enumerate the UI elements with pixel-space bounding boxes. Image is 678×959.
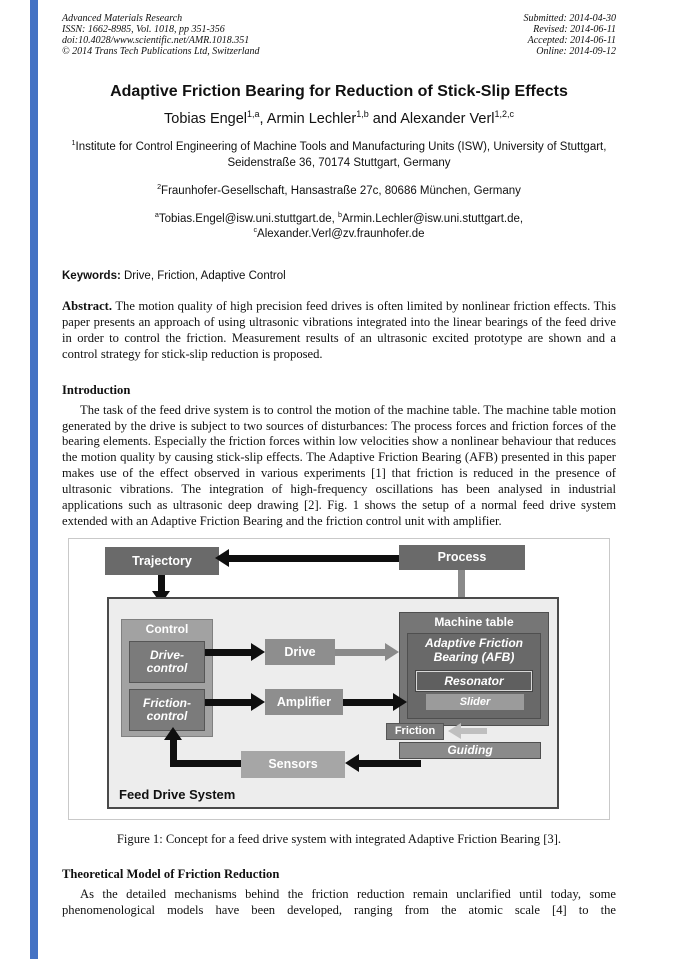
figure-node-sensors: Sensors — [241, 751, 345, 778]
journal-name: Advanced Materials Research — [62, 13, 183, 24]
figure-node-trajectory: Trajectory — [105, 547, 219, 575]
figure-node-friction-control: Friction-control — [129, 689, 205, 731]
keywords-line — [62, 270, 616, 282]
date-online: Online: 2014-09-12 — [536, 46, 616, 57]
section-heading-theory: Theoretical Model of Friction Reduction — [62, 867, 280, 882]
affiliation-sup: 1 — [71, 139, 76, 148]
journal-issn-volume: ISSN: 1662-8985, Vol. 1018, pp 351-356 — [62, 24, 225, 35]
arrowhead-right-icon — [393, 693, 407, 711]
theory-paragraph: As the detailed mechanisms behind the friction reduction remain unclarified until today, some phenomenological models have been developed, ranging from the atomic scale [4] to the — [62, 887, 616, 918]
email-sup: c — [253, 226, 258, 235]
figure-node-process: Process — [399, 545, 525, 570]
date-accepted: Accepted: 2014-06-11 — [527, 35, 616, 46]
arrow-drive-to-machine-table — [335, 649, 387, 656]
authors-line — [62, 111, 616, 127]
arrowhead-left-icon — [448, 723, 461, 739]
affiliation-text: Institute for Control Engineering of Machine Tools and Manufacturing Units (ISW), University of Stuttgart, Seidenstraße 36, 70174 Stuttgart, Germany — [75, 141, 607, 169]
arrow-sensors-feedback-horizontal — [170, 760, 241, 767]
arrowhead-left-icon — [345, 754, 359, 772]
keywords-label: Keywords: — [62, 269, 121, 282]
email-sup: a — [154, 210, 159, 219]
figure-node-control: Control — [121, 619, 213, 737]
author-separator: and — [368, 111, 401, 127]
arrow-guiding-to-sensors — [359, 760, 421, 767]
figure-node-drive: Drive — [265, 639, 335, 665]
section-heading-introduction: Introduction — [62, 382, 131, 397]
abstract-text: The motion quality of high precision feed drives is often limited by nonlinear friction effects. This paper presents an approach of using ultrasonic vibrations integrated into the linear bearings of the feed drive in order to control the friction. Measurement results of an ultrasonic excited prototype are shown and a control strategy for stick-slip reduction is proposed. — [62, 298, 616, 361]
abstract-label: Abstract. — [62, 298, 113, 313]
arrowhead-right-icon — [251, 693, 265, 711]
journal-info — [62, 13, 260, 57]
friction-direction-arrow — [461, 728, 487, 734]
paper-page — [62, 13, 616, 919]
email-text: Tobias.Engel@isw.uni.stuttgart.de, — [158, 212, 339, 225]
arrowhead-right-icon — [385, 643, 399, 661]
page-edge-accent-bar — [30, 0, 38, 959]
date-revised: Revised: 2014-06-11 — [533, 24, 616, 35]
arrow-sensors-feedback-vertical — [170, 737, 177, 767]
paper-title: Adaptive Friction Bearing for Reduction of Stick-Slip Effects — [110, 83, 568, 100]
email-text: Armin.Lechler@isw.uni.stuttgart.de, — [342, 212, 524, 225]
author-emails — [62, 212, 616, 243]
email-text: Alexander.Verl@zv.fraunhofer.de — [257, 228, 425, 241]
introduction-paragraph: The task of the feed drive system is to control the motion of the machine table. The machine table motion generated by the drive is subject to two sources of disturbances: The process forces and friction forces of the bearing elements. Especially the friction forces within low velocities show a nonlinear behaviour that reduces the motion quality by causing stick-slip effects. The Adaptive Friction Bearing (AFB) presented in this paper makes use of the effect observed in various experiments [1] that friction is reduced in the presence of ultrasonic vibrations. The integration of high-frequency oscillations has been analysed in industrial applications such as ultrasonic deep drawing [2]. Fig. 1 shows the setup of a normal feed drive system extended with an Adaptive Friction Bearing and the friction control unit with amplifier. — [62, 402, 616, 529]
affiliation-text: Fraunhofer-Gesellschaft, Hansastraße 27c, 80686 München, Germany — [161, 185, 521, 198]
figure-node-guiding: Guiding — [399, 742, 541, 759]
figure-node-amplifier: Amplifier — [265, 689, 343, 715]
arrowhead-right-icon — [251, 643, 265, 661]
affiliation-2 — [62, 184, 616, 200]
figure-node-friction: Friction — [386, 723, 444, 740]
author-sup: 1,b — [356, 109, 369, 120]
author-sup: 1,2,c — [494, 109, 514, 120]
author-name: Tobias Engel — [164, 111, 248, 127]
figure-node-drive-control: Drive-control — [129, 641, 205, 683]
arrow-friction-control-to-amplifier — [205, 699, 253, 706]
journal-doi: doi:10.4028/www.scientific.net/AMR.1018.351 — [62, 35, 250, 46]
figure-node-feed-drive-system-label: Feed Drive System — [119, 787, 236, 803]
journal-copyright: © 2014 Trans Tech Publications Ltd, Switzerland — [62, 46, 260, 57]
figure-node-machine-table: Machine table — [399, 612, 549, 726]
figure-node-resonator: Resonator — [416, 671, 532, 691]
abstract — [62, 299, 616, 363]
author-separator: , — [259, 111, 267, 127]
arrowhead-up-icon — [164, 727, 182, 740]
arrow-amplifier-to-afb — [343, 699, 395, 706]
date-submitted: Submitted: 2014-04-30 — [523, 13, 616, 24]
affiliation-sup: 2 — [157, 183, 162, 192]
arrowhead-left-icon — [215, 549, 229, 567]
arrow-process-to-trajectory — [229, 555, 399, 562]
figure-caption: Figure 1: Concept for a feed drive system with integrated Adaptive Friction Bearing [3]. — [116, 832, 562, 847]
email-sup: b — [338, 210, 343, 219]
arrow-drive-control-to-drive — [205, 649, 253, 656]
figure-1 — [68, 538, 610, 820]
author-sup: 1,a — [247, 109, 260, 120]
figure-node-slider: Slider — [426, 694, 524, 710]
author-name: Alexander Verl — [400, 111, 495, 127]
affiliation-1 — [62, 140, 616, 171]
author-name: Armin Lechler — [266, 111, 357, 127]
submission-dates — [524, 13, 617, 57]
keywords-text: Drive, Friction, Adaptive Control — [120, 269, 286, 282]
figure-node-afb: Adaptive Friction Bearing (AFB) — [407, 633, 541, 719]
journal-header — [62, 13, 616, 57]
